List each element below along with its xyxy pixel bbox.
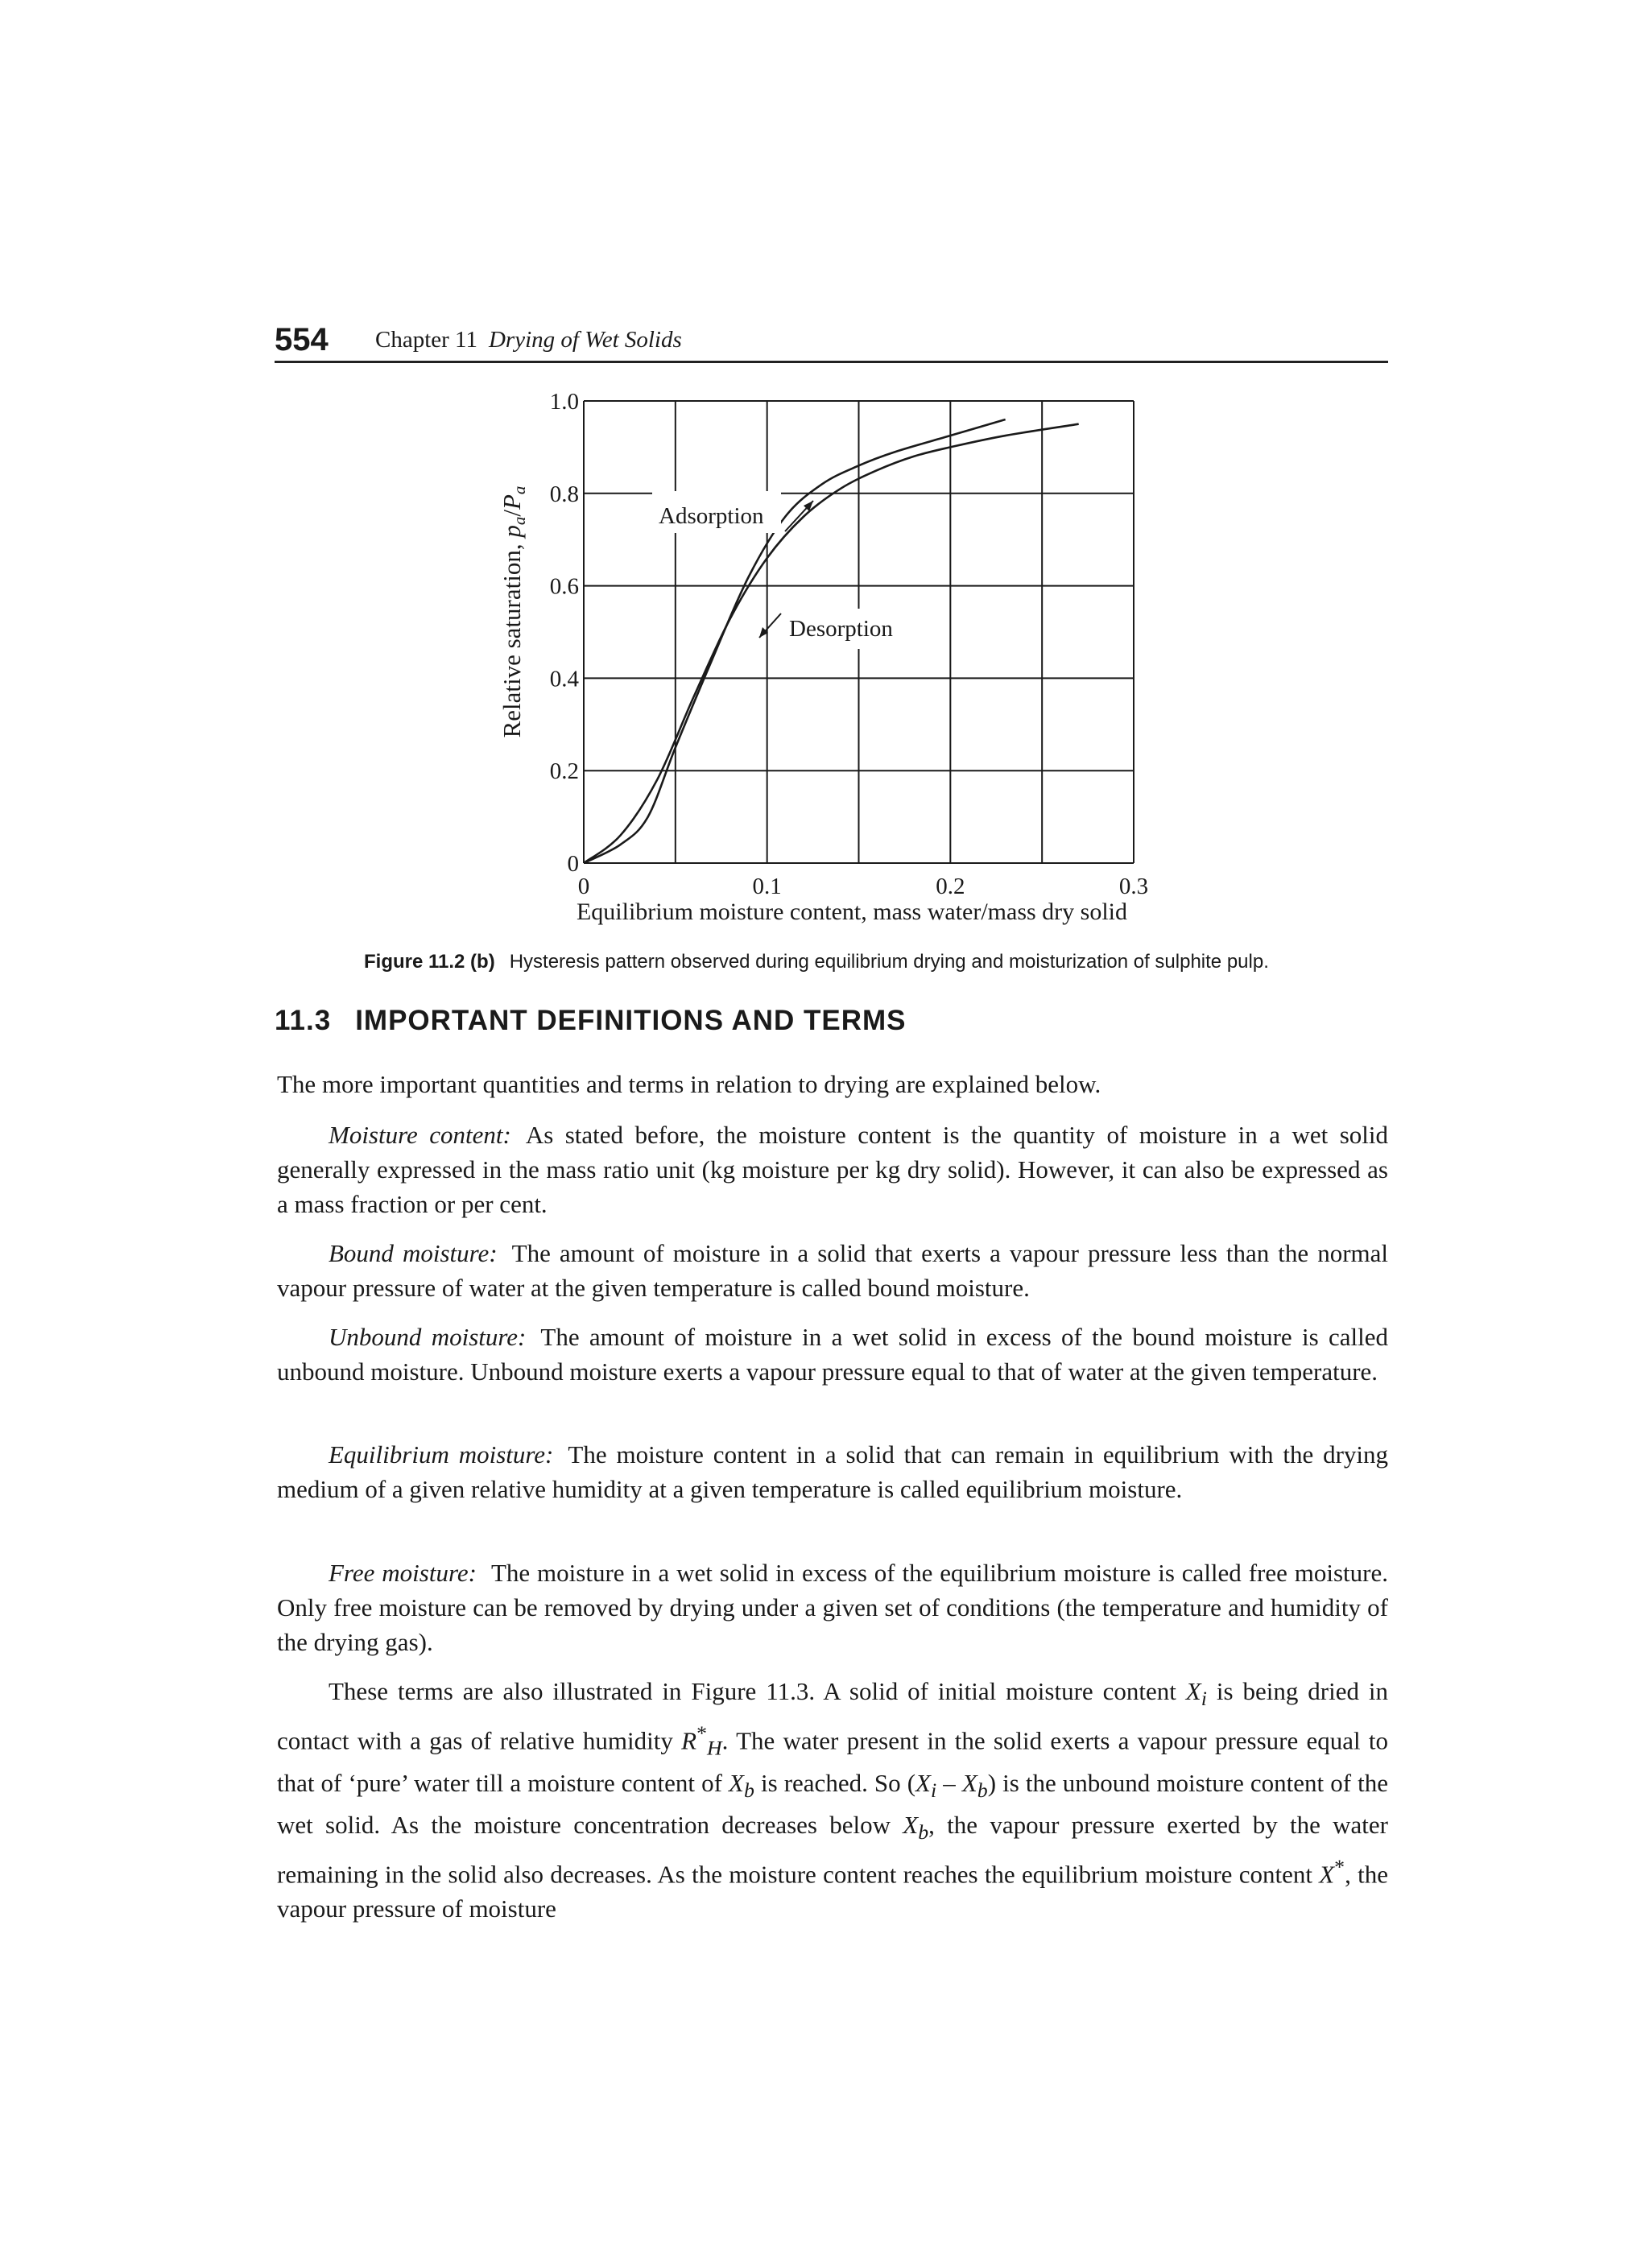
page-number: 554: [275, 322, 329, 357]
hysteresis-chart: [483, 378, 1208, 934]
section-title: IMPORTANT DEFINITIONS AND TERMS: [355, 1005, 907, 1036]
paragraph-free-moisture: [277, 1555, 1388, 1659]
bound-moisture-text: The amount of moisture in a solid that exerts a vapour pressure less than the normal vapour pressure of water at the given temperature is called bound moisture.: [277, 1239, 1389, 1302]
x-tick-label-1: 0.1: [752, 874, 782, 899]
y-tick-label-4: 0.8: [549, 481, 579, 507]
chapter-title: Drying of Wet Solids: [488, 327, 682, 353]
chapter-heading: [375, 324, 682, 356]
y-axis-label: [498, 486, 529, 738]
y-tick-label-5: 1.0: [549, 389, 579, 415]
y-tick-label-0: 0: [567, 851, 579, 877]
y-axis-var-p: p: [498, 525, 526, 538]
chapter-number: Chapter 11: [375, 327, 477, 353]
desorption-label: Desorption: [789, 616, 893, 642]
y-tick-label-1: 0.2: [549, 758, 579, 785]
term-bound-moisture: Bound moisture:: [329, 1239, 498, 1267]
paragraph-equilibrium-moisture: [277, 1437, 1388, 1506]
y-tick-label-2: 0.4: [549, 666, 579, 692]
y-axis-var-P: P: [498, 494, 526, 510]
paragraph-bound-moisture: [277, 1236, 1388, 1305]
figure-caption-text: Hysteresis pattern observed during equilibrium drying and moisturization of sulphite pulp.: [509, 951, 1269, 973]
term-moisture-content: Moisture content:: [329, 1121, 511, 1149]
equilibrium-moisture-text: The moisture content in a solid that can remain in equilibrium with the drying medium of a given relative humidity at a given temperature is called equilibrium moisture.: [277, 1440, 1389, 1503]
y-axis-sub-a: a: [510, 516, 529, 526]
term-equilibrium-moisture: Equilibrium moisture:: [329, 1440, 554, 1469]
section-number: 11.3: [275, 1005, 332, 1036]
paragraph-intro: [277, 1067, 1388, 1101]
running-header: [275, 319, 1388, 363]
adsorption-label: Adsorption: [659, 503, 764, 529]
paragraph-unbound-moisture: [277, 1320, 1388, 1389]
y-axis-label-prefix: Relative saturation,: [498, 537, 526, 738]
free-moisture-text: The moisture in a wet solid in excess of the equilibrium moisture is called free moisture. Only free moisture can be removed by drying under a given set of conditions (the temperature and humidity of the drying gas).: [277, 1559, 1388, 1656]
paragraph-moisture-content: [277, 1117, 1388, 1221]
unbound-moisture-text: The amount of moisture in a wet solid in excess of the bound moisture is called unbound moisture. Unbound moisture exerts a vapour pressure equal to that of water at the given temperature.: [277, 1323, 1388, 1386]
terms-illustrated-text: These terms are also illustrated in Figure 11.3. A solid of initial moisture content $X_i$ is being dried in contact with a gas of relative humidity $R^*_H$. The water present in the solid exerts a vapour pressure equal to that of ‘pure’ water till a moisture content of $X_b$ is reached. So $(X_i - X_b)$ is the unbound moisture content of the wet solid. As the moisture concentration decreases below $X_b$, the vapour pressure exerted by the water remaining in the solid also decreases. As the moisture content reaches the equilibrium moisture content X*, the vapour pressure of moisture: [277, 1677, 1389, 1923]
x-tick-label-2: 0.2: [936, 874, 965, 899]
figure-caption: [364, 948, 1269, 976]
y-tick-label-3: 0.6: [549, 573, 579, 600]
x-tick-label-3: 0.3: [1118, 874, 1149, 899]
y-axis-sub-a2: a: [510, 485, 529, 495]
x-axis-label: Equilibrium moisture content, mass water/mass dry solid: [576, 899, 1128, 925]
section-heading: [275, 1005, 907, 1037]
x-tick-label-0: 0: [577, 874, 590, 899]
term-free-moisture: Free moisture:: [329, 1559, 477, 1587]
term-unbound-moisture: Unbound moisture:: [329, 1323, 527, 1351]
intro-text: The more important quantities and terms in relation to drying are explained below.: [277, 1070, 1101, 1098]
paragraph-terms-illustrated: [277, 1674, 1388, 1926]
figure-label: Figure 11.2 (b): [364, 951, 495, 973]
y-axis-slash: /: [498, 510, 526, 517]
moisture-content-text: As stated before, the moisture content is the quantity of moisture in a wet solid generally expressed in the mass ratio unit (kg moisture per kg dry solid). However, it can also be expressed as a mass fraction or per cent.: [277, 1121, 1388, 1218]
